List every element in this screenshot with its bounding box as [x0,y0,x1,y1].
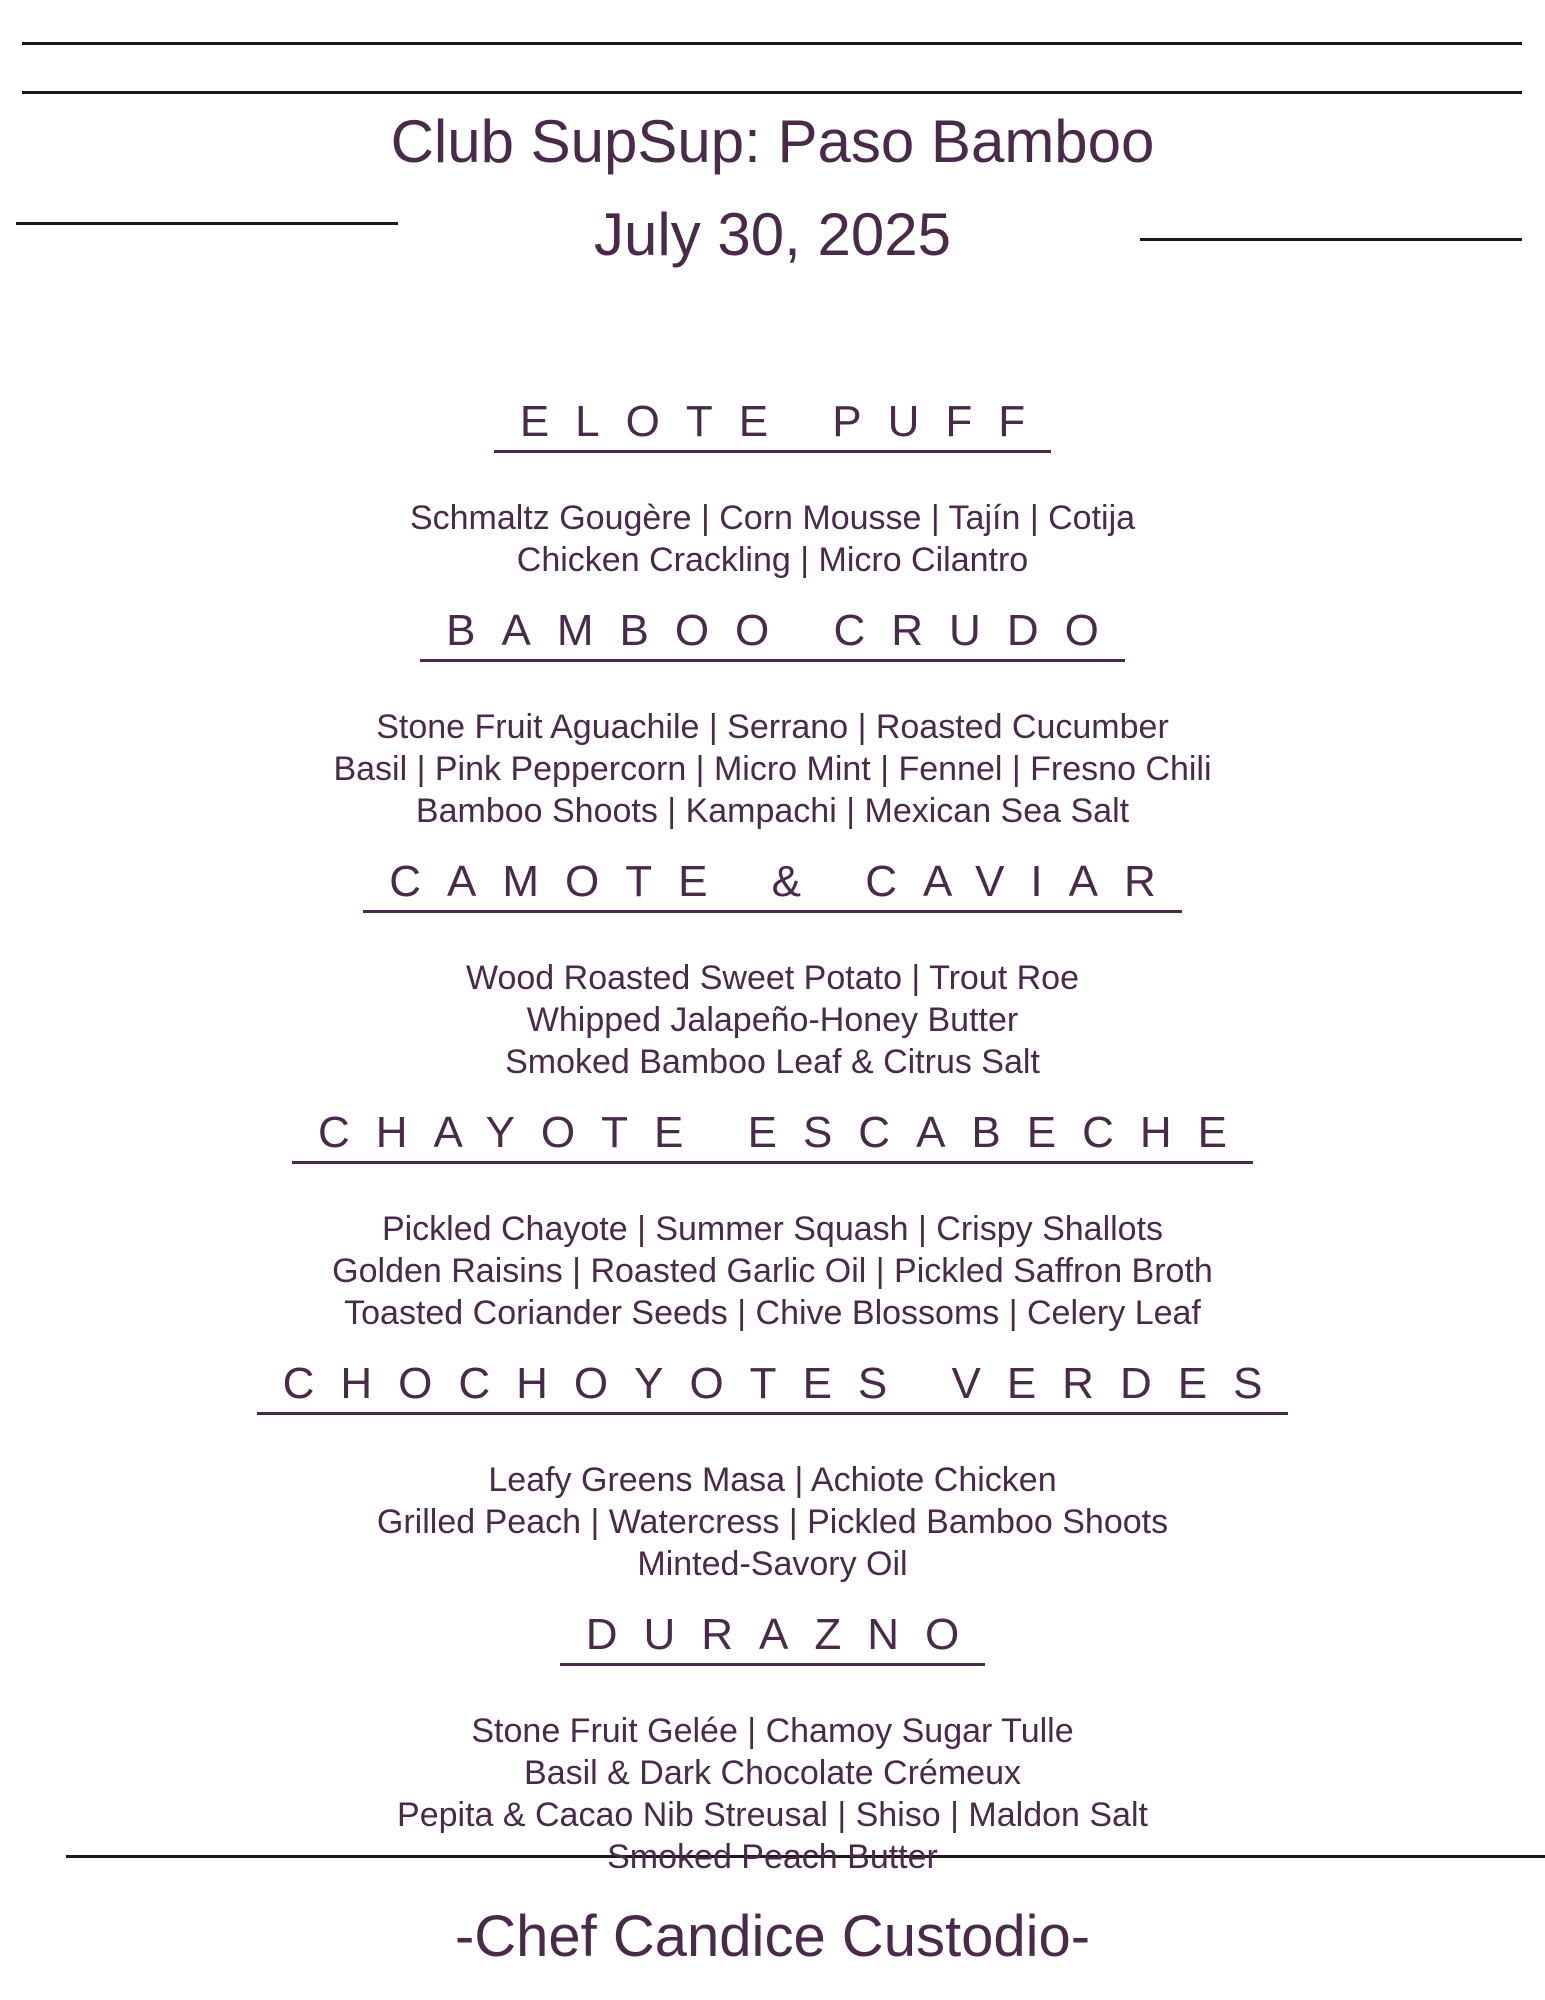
course-line: Stone Fruit Aguachile | Serrano | Roasted Cucumber [376,708,1169,746]
course-chayote-escabeche [0,1108,1545,1334]
course-line: Pepita & Cacao Nib Streusal | Shiso | Maldon Salt [397,1796,1148,1834]
event-date: July 30, 2025 [594,201,951,268]
course-title: CHOCHOYOTES VERDES [257,1362,1289,1415]
course-line: Schmaltz Gougère | Corn Mousse | Tajín | Cotija [409,499,1136,537]
course-line: Basil | Pink Peppercorn | Micro Mint | Fennel | Fresno Chili [333,750,1212,788]
course-line: Minted-Savory Oil [637,1545,908,1583]
course-line: Toasted Coriander Seeds | Chive Blossoms | Celery Leaf [344,1294,1201,1332]
course-line: Pickled Chayote | Summer Squash | Crispy Shallots [381,1210,1164,1248]
course-description [0,497,1545,581]
course-line: Basil & Dark Chocolate Crémeux [524,1754,1021,1792]
course-title: ELOTE PUFF [494,400,1051,453]
course-title: DURAZNO [560,1613,986,1666]
course-chochoyotes-verdes [0,1359,1545,1585]
course-line: Whipped Jalapeño-Honey Butter [526,1001,1019,1039]
course-bamboo-crudo [0,606,1545,832]
menu [0,397,1545,1906]
course-line: Bamboo Shoots | Kampachi | Mexican Sea Salt [415,792,1130,830]
top-rule-2 [22,91,1522,94]
course-title: BAMBOO CRUDO [420,609,1125,662]
course-line: Smoked Bamboo Leaf & Citrus Salt [505,1043,1040,1081]
course-description [0,1710,1545,1878]
course-line: Stone Fruit Gelée | Chamoy Sugar Tulle [471,1712,1074,1750]
course-elote-puff [0,397,1545,581]
chef-signature: -Chef Candice Custodio- [454,1904,1091,1969]
top-rule-1 [22,42,1522,45]
course-durazno [0,1610,1545,1878]
course-line: Leafy Greens Masa | Achiote Chicken [488,1461,1057,1499]
course-line: Smoked Peach Butter [607,1838,938,1876]
course-line: Golden Raisins | Roasted Garlic Oil | Pickled Saffron Broth [332,1252,1213,1290]
course-line: Wood Roasted Sweet Potato | Trout Roe [466,959,1079,997]
course-line: Grilled Peach | Watercress | Pickled Bamboo Shoots [376,1503,1169,1541]
course-camote-caviar [0,857,1545,1083]
course-line: Chicken Crackling | Micro Cilantro [516,541,1029,579]
course-description [0,706,1545,832]
course-description [0,1208,1545,1334]
course-title: CAMOTE & CAVIAR [363,860,1182,913]
course-title: CHAYOTE ESCABECHE [292,1111,1253,1164]
page-title: Club SupSup: Paso Bamboo [390,108,1155,175]
course-description [0,1459,1545,1585]
course-description [0,957,1545,1083]
